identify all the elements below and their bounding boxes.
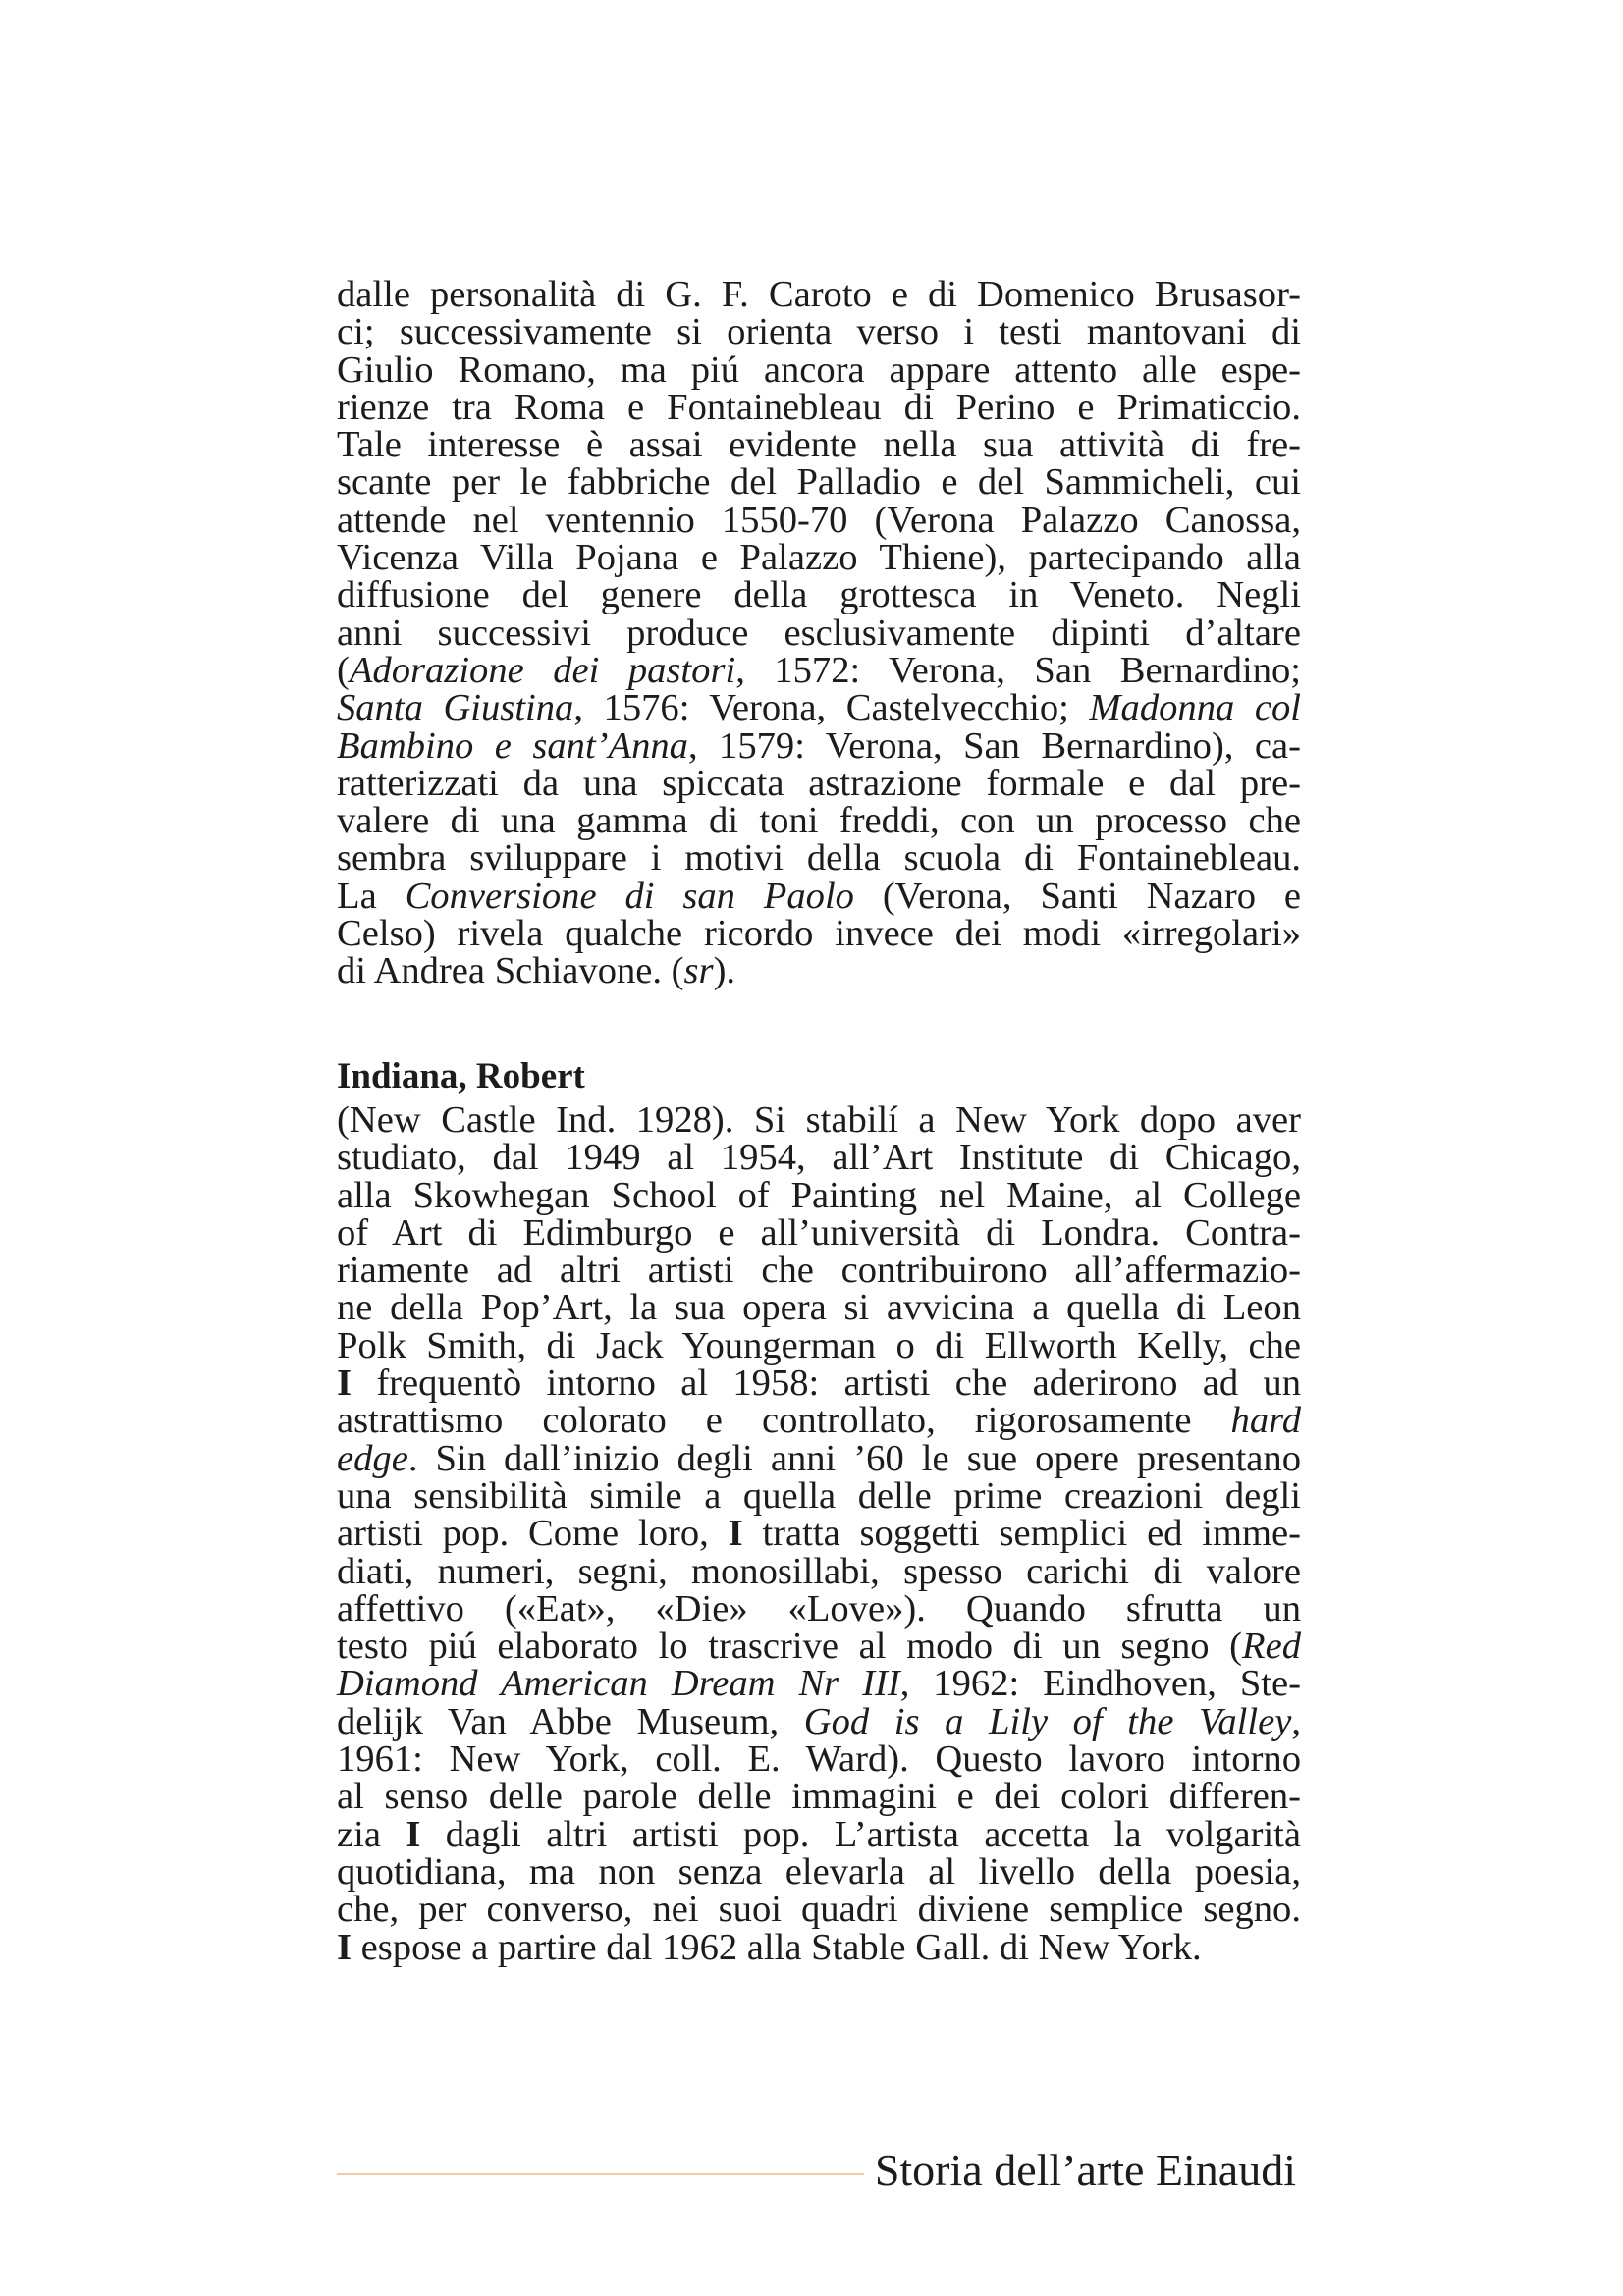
entry-initial: I <box>337 1362 352 1405</box>
entry-initial: I <box>728 1513 743 1555</box>
italic-term: edge <box>337 1437 408 1479</box>
artwork-title: Santa Giustina <box>337 687 574 729</box>
text-line: of Art di Edimburgo e all’università di Londra. Contra- <box>337 1211 1301 1254</box>
text-line: valere di una gamma di toni freddi, con un processo che <box>337 800 1301 842</box>
text-line: ratterizzati da una spiccata astrazione formale e dal pre- <box>337 762 1301 804</box>
text-line: al senso delle parole delle immagini e dei colori differen- <box>337 1776 1301 1818</box>
text-line: attende nel ventennio 1550-70 (Verona Palazzo Canossa, <box>337 499 1301 541</box>
artwork-title: God is a Lily of the Valley <box>803 1700 1292 1742</box>
footer-divider <box>337 2173 864 2175</box>
entry-initial: I <box>337 1926 352 1968</box>
text-line: I espose a partire dal 1962 alla Stable Gall. di New York. <box>337 1926 1202 1968</box>
text-line: ne della Pop’Art, la sua opera si avvicina a quella di Leon <box>337 1287 1301 1329</box>
text-line: delijk Van Abbe Museum, God is a Lily of the Valley, <box>337 1700 1301 1742</box>
text-line: zia I dagli altri artisti pop. L’artista accetta la volgarità <box>337 1813 1302 1855</box>
text-line: 1961: New York, coll. E. Ward). Questo lavoro intorno <box>337 1738 1301 1781</box>
text-line: artisti pop. Come loro, I tratta soggetti semplici ed imme- <box>337 1513 1302 1555</box>
text-line: riamente ad altri artisti che contribuirono all’affermazio- <box>337 1250 1301 1292</box>
entry-continuation-text <box>337 276 1301 990</box>
text-line: scante per le fabbriche del Palladio e del Sammicheli, cui <box>337 461 1301 504</box>
text-line: Vicenza Villa Pojana e Palazzo Thiene), partecipando alla <box>337 537 1301 579</box>
text-line: Celso) rivela qualche ricordo invece dei modi «irregolari» <box>337 913 1301 955</box>
text-line: ci; successivamente si orienta verso i testi mantovani di <box>337 311 1301 353</box>
text-line: Diamond American Dream Nr III, 1962: Eindhoven, Ste- <box>337 1663 1301 1705</box>
text-line: Tale interesse è assai evidente nella sua attività di fre- <box>337 424 1301 466</box>
text-line: edge. Sin dall’inizio degli anni ’60 le sue opere presentano <box>337 1437 1301 1479</box>
artwork-title: Bambino e sant’Anna <box>337 724 688 767</box>
text-line: rienze tra Roma e Fontainebleau di Perino e Primaticcio. <box>337 386 1301 428</box>
text-line: astrattismo colorato e controllato, rigorosamente hard <box>337 1400 1301 1442</box>
text-line: (Adorazione dei pastori, 1572: Verona, San Bernardino; <box>337 649 1301 691</box>
text-line: Santa Giustina, 1576: Verona, Castelvecchio; Madonna col <box>337 687 1301 729</box>
text-line: I frequentò intorno al 1958: artisti che aderirono ad un <box>337 1362 1301 1405</box>
artwork-title: Adorazione dei pastori <box>349 649 736 691</box>
text-line: sembra sviluppare i motivi della scuola di Fontainebleau. <box>337 837 1301 880</box>
text-line: diati, numeri, segni, monosillabi, spesso carichi di valore <box>337 1550 1301 1592</box>
text-line: Polk Smith, di Jack Youngerman o di Ellworth Kelly, che <box>337 1324 1301 1366</box>
text-line: testo piú elaborato lo trascrive al modo di un segno (Red <box>337 1626 1301 1668</box>
text-line: di Andrea Schiavone. (sr). <box>337 950 736 992</box>
text-line: Bambino e sant’Anna, 1579: Verona, San Bernardino), ca- <box>337 724 1301 767</box>
entry-body-text <box>337 1101 1301 1966</box>
text-line: che, per converso, nei suoi quadri diviene semplice segno. <box>337 1889 1301 1931</box>
text-line: studiato, dal 1949 al 1954, all’Art Institute di Chicago, <box>337 1137 1301 1179</box>
text-line: La Conversione di san Paolo (Verona, Santi Nazaro e <box>337 875 1301 917</box>
artwork-title: Red <box>1242 1626 1301 1668</box>
artwork-title: Madonna col <box>1089 687 1301 729</box>
entry-initial: I <box>406 1813 421 1855</box>
text-line: anni successivi produce esclusivamente dipinti d’altare <box>337 612 1301 654</box>
text-line: diffusione del genere della grottesca in Veneto. Negli <box>337 574 1301 616</box>
author-initials: sr <box>683 950 714 992</box>
artwork-title: Conversione di san Paolo <box>405 875 854 917</box>
artwork-title: Diamond American Dream Nr III <box>337 1663 900 1705</box>
text-line: affettivo («Eat», «Die» «Love»). Quando sfrutta un <box>337 1587 1301 1629</box>
entry-heading: Indiana, Robert <box>337 1056 585 1096</box>
text-line: dalle personalità di G. F. Caroto e di Domenico Brusasor- <box>337 274 1301 315</box>
text-line: una sensibilità simile a quella delle prime creazioni degli <box>337 1474 1301 1517</box>
text-line: Giulio Romano, ma piú ancora appare attento alle espe- <box>337 348 1301 391</box>
text-line: (New Castle Ind. 1928). Si stabilí a New York dopo aver <box>337 1099 1301 1141</box>
text-line: alla Skowhegan School of Painting nel Maine, al College <box>337 1174 1301 1216</box>
footer-publisher: Storia dell’arte Einaudi <box>874 2145 1296 2195</box>
italic-term: hard <box>1230 1400 1301 1442</box>
text-line: quotidiana, ma non senza elevarla al livello della poesia, <box>337 1850 1301 1893</box>
